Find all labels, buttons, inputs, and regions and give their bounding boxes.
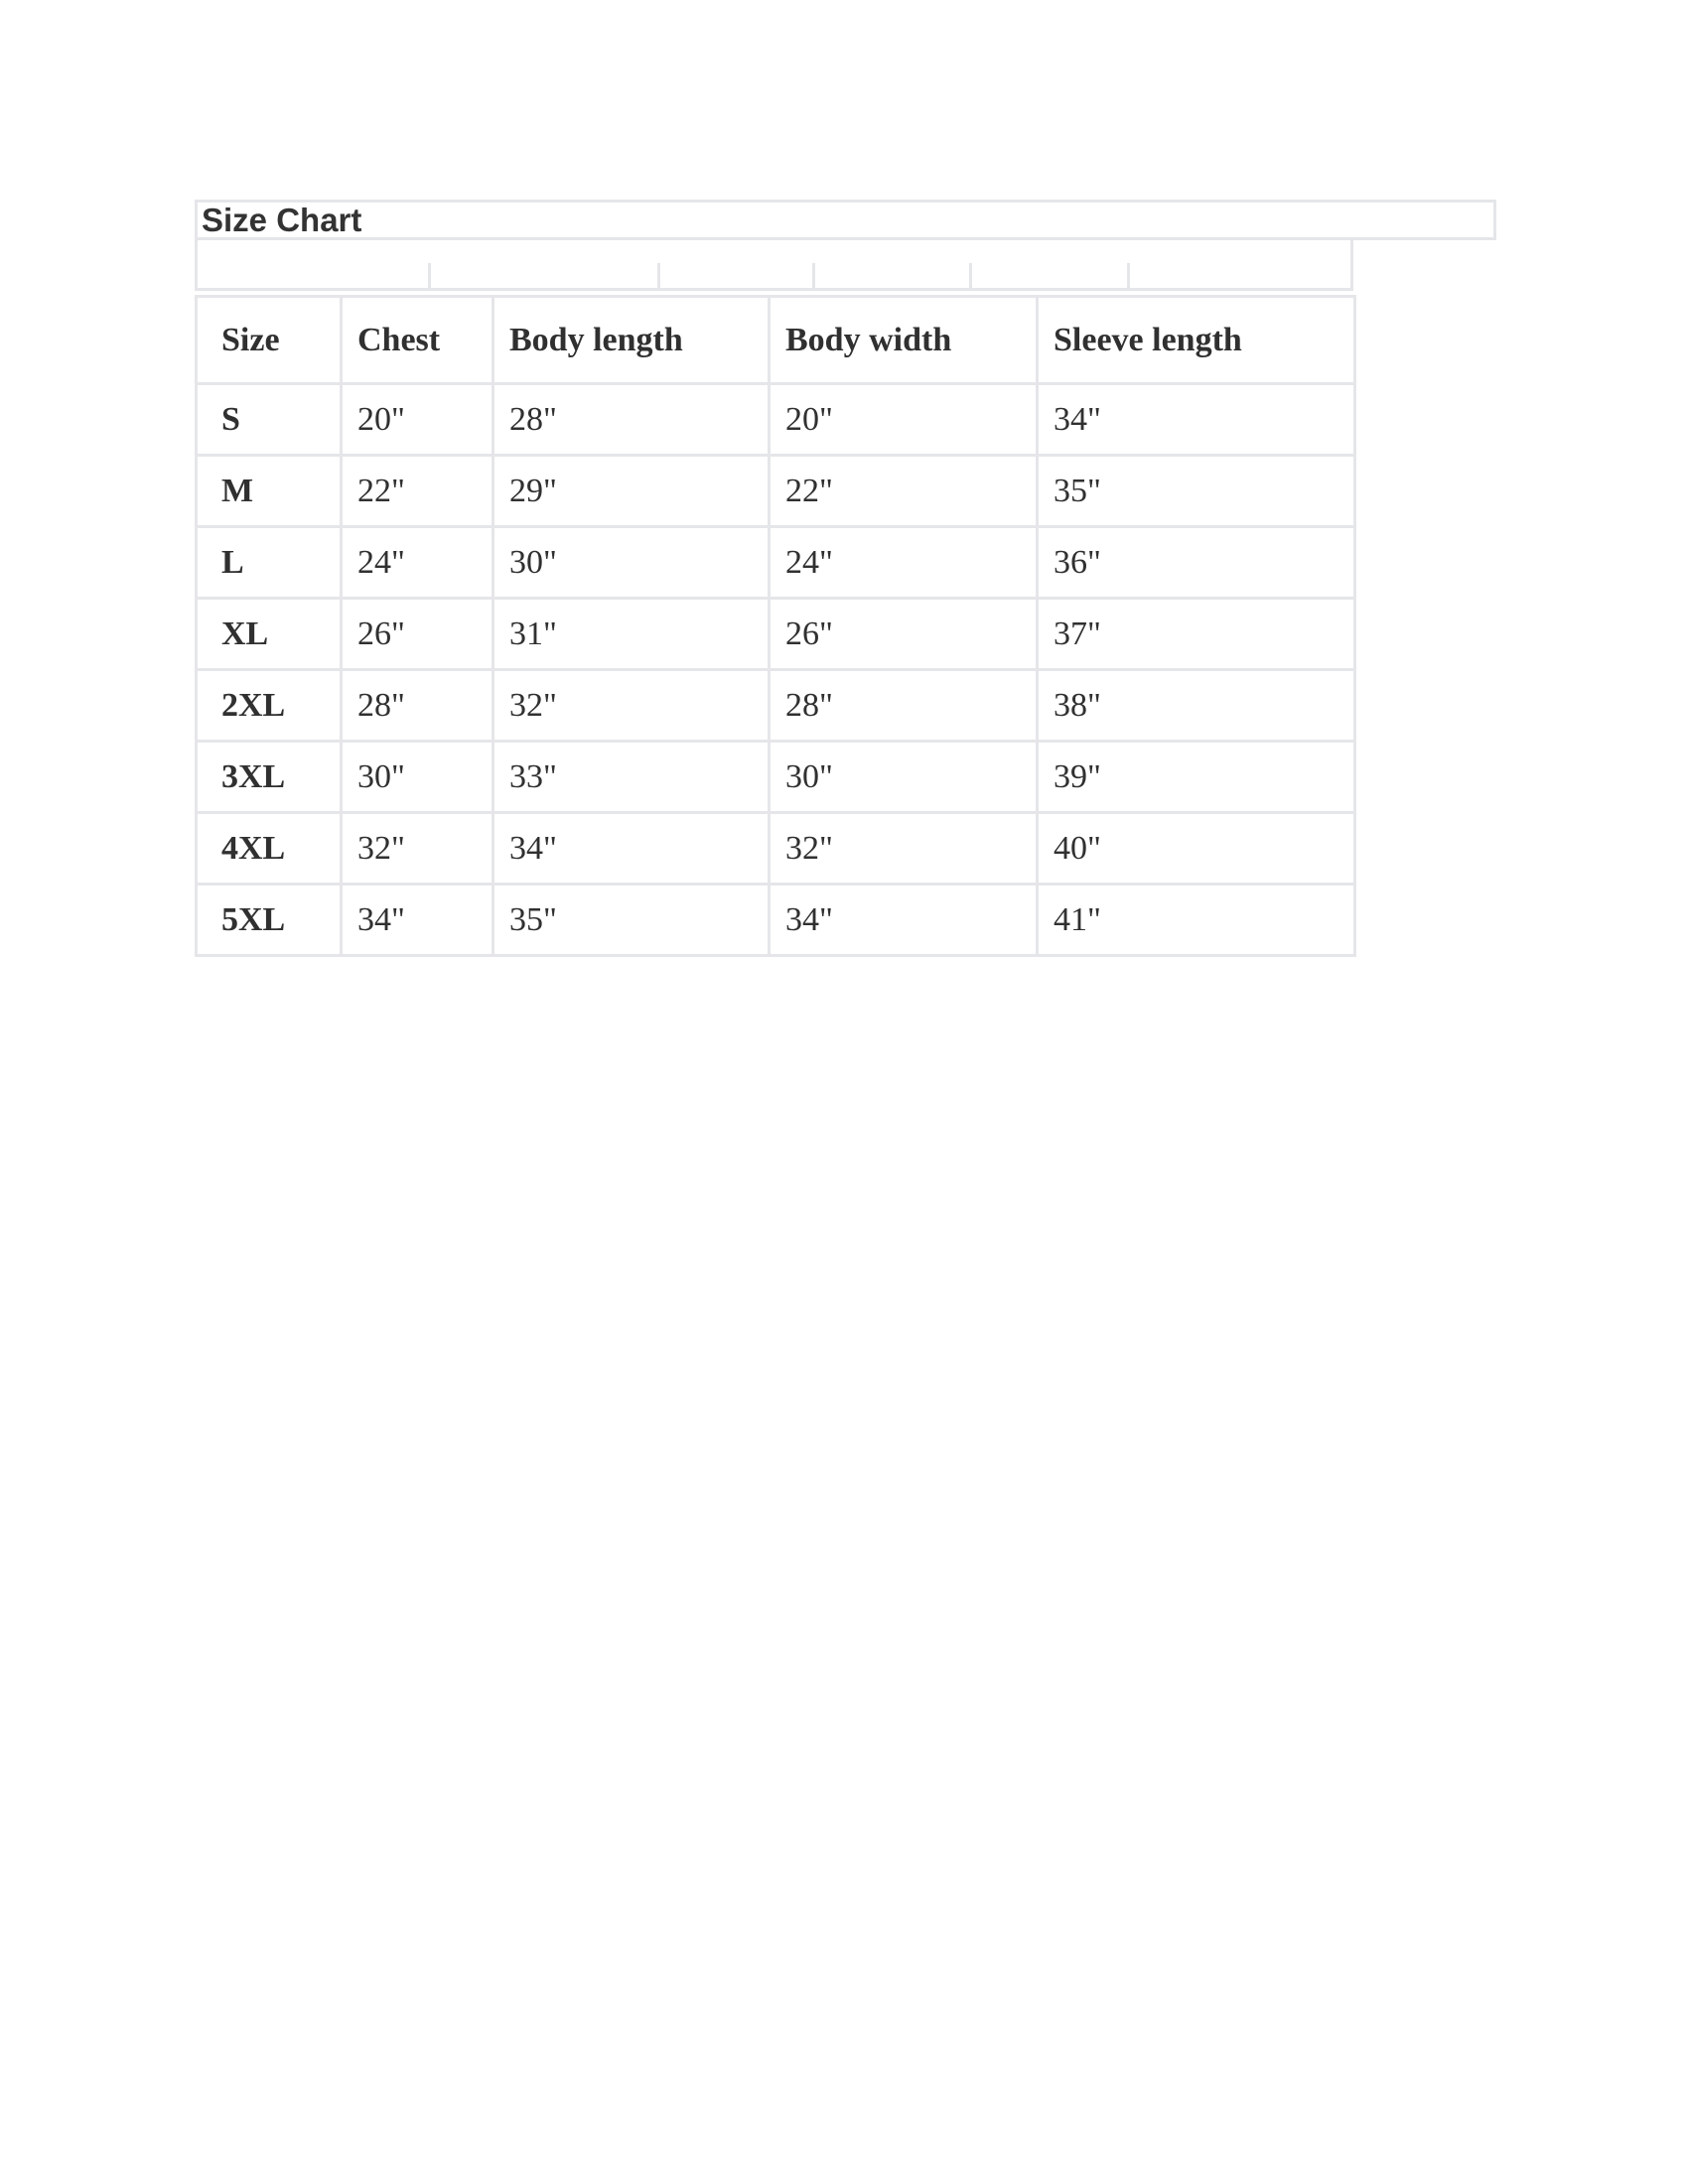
measurement-cell: 38" bbox=[1038, 670, 1355, 742]
size-cell: 2XL bbox=[197, 670, 342, 742]
size-cell: 5XL bbox=[197, 885, 342, 956]
measurement-cell: 20" bbox=[770, 384, 1038, 456]
measurement-cell: 30" bbox=[770, 742, 1038, 813]
measurement-cell: 33" bbox=[493, 742, 770, 813]
measurement-cell: 24" bbox=[770, 527, 1038, 599]
measurement-cell: 26" bbox=[770, 599, 1038, 670]
column-header-sleeve-length: Sleeve length bbox=[1038, 297, 1355, 384]
measurement-cell: 34" bbox=[770, 885, 1038, 956]
column-divider-tick bbox=[812, 263, 815, 288]
measurement-cell: 36" bbox=[1038, 527, 1355, 599]
table-row bbox=[197, 599, 1355, 670]
measurement-cell: 28" bbox=[770, 670, 1038, 742]
measurement-cell: 29" bbox=[493, 456, 770, 527]
size-chart-table bbox=[195, 295, 1356, 957]
measurement-cell: 34" bbox=[342, 885, 493, 956]
measurement-cell: 34" bbox=[1038, 384, 1355, 456]
measurement-cell: 35" bbox=[1038, 456, 1355, 527]
table-row bbox=[197, 670, 1355, 742]
size-cell: 3XL bbox=[197, 742, 342, 813]
size-cell: S bbox=[197, 384, 342, 456]
empty-header-strip bbox=[195, 240, 1353, 291]
measurement-cell: 30" bbox=[342, 742, 493, 813]
size-table-header bbox=[197, 297, 1355, 384]
measurement-cell: 24" bbox=[342, 527, 493, 599]
measurement-cell: 28" bbox=[493, 384, 770, 456]
measurement-cell: 31" bbox=[493, 599, 770, 670]
table-row bbox=[197, 742, 1355, 813]
measurement-cell: 32" bbox=[770, 813, 1038, 885]
table-row bbox=[197, 384, 1355, 456]
measurement-cell: 39" bbox=[1038, 742, 1355, 813]
size-cell: M bbox=[197, 456, 342, 527]
measurement-cell: 37" bbox=[1038, 599, 1355, 670]
measurement-cell: 34" bbox=[493, 813, 770, 885]
column-divider-tick bbox=[657, 263, 660, 288]
size-cell: L bbox=[197, 527, 342, 599]
measurement-cell: 35" bbox=[493, 885, 770, 956]
column-divider-tick bbox=[1127, 263, 1130, 288]
header-row bbox=[197, 297, 1355, 384]
measurement-cell: 28" bbox=[342, 670, 493, 742]
size-table-body bbox=[197, 384, 1355, 956]
column-header-body-length: Body length bbox=[493, 297, 770, 384]
column-header-size: Size bbox=[197, 297, 342, 384]
measurement-cell: 32" bbox=[493, 670, 770, 742]
measurement-cell: 32" bbox=[342, 813, 493, 885]
measurement-cell: 26" bbox=[342, 599, 493, 670]
size-chart-title: Size Chart bbox=[202, 202, 362, 238]
table-row bbox=[197, 813, 1355, 885]
measurement-cell: 41" bbox=[1038, 885, 1355, 956]
size-cell: XL bbox=[197, 599, 342, 670]
column-header-chest: Chest bbox=[342, 297, 493, 384]
measurement-cell: 20" bbox=[342, 384, 493, 456]
table-row bbox=[197, 885, 1355, 956]
table-row bbox=[197, 456, 1355, 527]
table-row bbox=[197, 527, 1355, 599]
column-divider-tick bbox=[428, 263, 431, 288]
measurement-cell: 30" bbox=[493, 527, 770, 599]
size-cell: 4XL bbox=[197, 813, 342, 885]
measurement-cell: 22" bbox=[770, 456, 1038, 527]
column-header-body-width: Body width bbox=[770, 297, 1038, 384]
column-divider-tick bbox=[969, 263, 972, 288]
measurement-cell: 40" bbox=[1038, 813, 1355, 885]
measurement-cell: 22" bbox=[342, 456, 493, 527]
size-chart-title-bar bbox=[195, 200, 1496, 240]
